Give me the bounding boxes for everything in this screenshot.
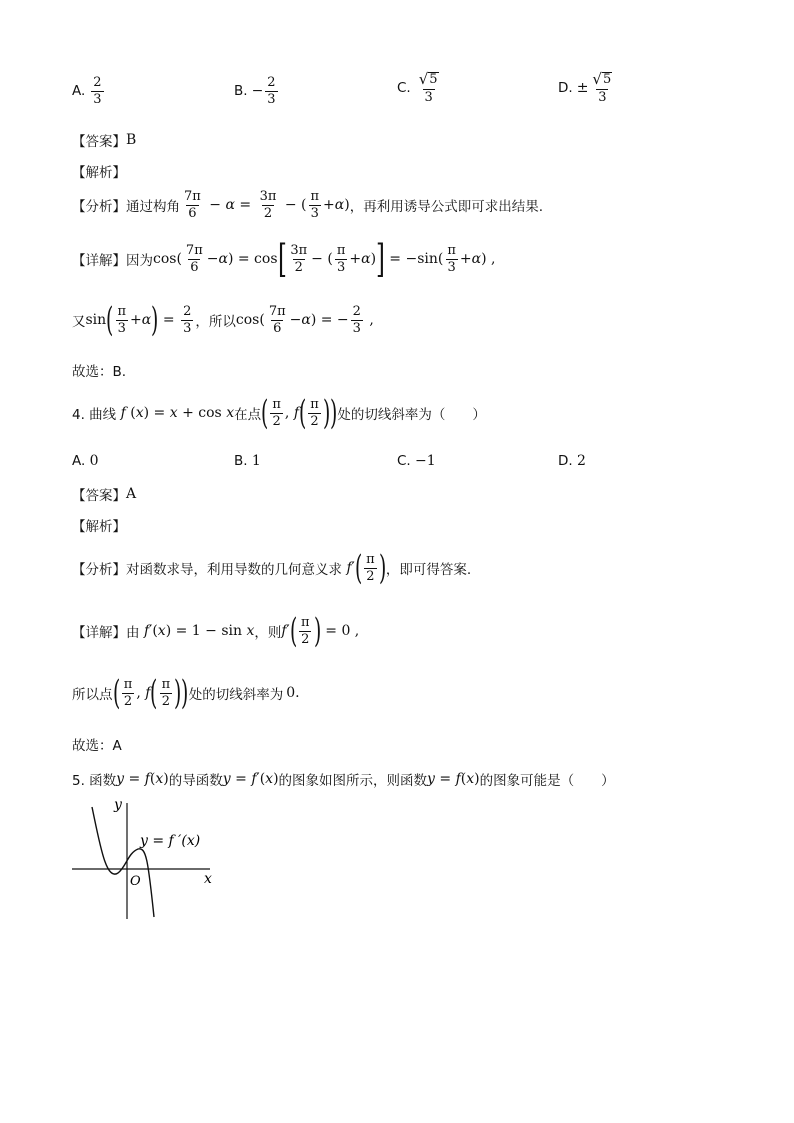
q4-stem: 4. 曲线 f ( x ) = x + cos x 在点 ( $\frac{\pi}{2}$ , f ( $\frac{\pi}{2}$ ) ) 处的切线斜率为（ ） [72,393,486,433]
q4-fenxi: 【分析】 对函数求导，利用导数的几何意义求 f ′ ( $\frac{\pi}{2}$ ) ，即可得答案. [72,548,472,588]
math-expression: ( $\frac{\pi}{2}$ , f ( $\frac{\pi}{2}$ ) ) [261,393,338,433]
minus-sign: − [251,83,264,100]
q4-conclusion: 所以点 ( $\frac{\pi}{2}$ , f ( $\frac{\pi}{2}$ ) ) 处的切线斜率为 0 . [72,673,300,713]
q4-select: 故选：A [72,738,122,754]
math-expression: f ( x ) = x + cos x [120,405,235,421]
q4-option-d: D. 2 [558,453,586,469]
y-axis-label: y [114,797,122,813]
q4-xiangjie: 【详解】 由 f ′( x ) = 1 − sin x ，则 f ′ ( $\frac{\pi}{2}$ ) = 0 , [72,611,360,651]
math-expression: y = f(x) [427,771,480,787]
fraction: √ 5 3 [592,70,612,105]
math-expression: cos( $\frac{7\pi}{6}$ − α ) = − $\frac{2}{3}$ , [235,303,374,336]
q3-fenxi: 【分析】 通过构角 $\frac{7\pi}{6}$ − α = $\frac{3\pi}{2}$ − ( $\frac{\pi}{3}$ + α ) ，再利用诱导公式即可求出结果. [72,189,543,221]
q4-analysis-heading: 【解析】 [72,519,126,535]
q3-select: 故选：B. [72,364,127,380]
q4-option-b: B. 1 [234,453,261,469]
origin-label: O [130,874,141,889]
x-axis-label: x [204,871,212,887]
math-expression: f ′( x ) = 1 − sin x [143,623,255,639]
q3-answer: 【答案】 B [72,132,137,150]
q3-you: 又 sin ( $\frac{\pi}{3}$ + α ) = $\frac{2}{3}$ ，所以 cos( $\frac{7\pi}{6}$ − α ) = − $\frac{2}{3}$ , [72,300,374,340]
math-expression: sin ( $\frac{\pi}{3}$ + α ) = $\frac{2}{3}$ [85,300,192,340]
derivative-graph [68,795,228,925]
option-letter: D. [558,80,573,97]
q3-option-c [397,72,443,104]
sqrt-symbol: √ 5 [592,70,612,88]
derivative-curve [92,807,154,917]
math-expression: ( $\frac{\pi}{2}$ , f ( $\frac{\pi}{2}$ ) ) [112,673,189,713]
option-letter: C. [397,80,411,97]
q3-option-d [558,72,616,104]
q3-option-b [234,76,280,106]
curve-label: y = f ′(x) [140,833,201,849]
math-expression: y = f′(x) [222,771,279,787]
math-expression: cos( $\frac{7\pi}{6}$ − α ) = cos [ $\frac{3\pi}{2}$ − ( $\frac{\pi}{3}$ + α ) ] = −sin( $\frac{\pi}{3}$ + α ) , [153,237,496,281]
fraction: $\frac{2}{3}$ [267,75,276,107]
q3-xiangjie: 【详解】 因为 cos( $\frac{7\pi}{6}$ − α ) = cos [ $\frac{3\pi}{2}$ − ( $\frac{\pi}{3}$ + α ) ] = −sin( $\frac{\pi}{3}$ + α ) , [72,237,496,281]
q5-stem: 5. 函数 y = f(x) 的导函数 y = f′(x) 的图象如图所示，则函数 y = f(x) 的图象可能是（ ） [72,771,615,789]
q4-option-a: A. 0 [72,453,99,469]
fraction: √ 5 3 [418,70,438,105]
math-expression: $\frac{7\pi}{6}$ − α = $\frac{3\pi}{2}$ − ( $\frac{\pi}{3}$ + α ) [184,189,350,221]
math-expression: f ′ ( $\frac{\pi}{2}$ ) [346,548,386,588]
sqrt-symbol: √ 5 [418,70,438,88]
q4-option-c: C. −1 [397,453,436,469]
q4-answer: 【答案】 A [72,486,137,504]
option-letter: A. [72,83,86,100]
q3-option-a [72,76,106,106]
math-expression: y = f(x) [116,771,169,787]
math-expression: f ′ ( $\frac{\pi}{2}$ ) = 0 , [281,611,360,651]
q3-analysis-heading: 【解析】 [72,165,126,181]
plus-minus-sign: ± [576,80,589,97]
fraction: $\frac{2}{3}$ [93,75,102,107]
option-letter: B. [234,83,248,100]
